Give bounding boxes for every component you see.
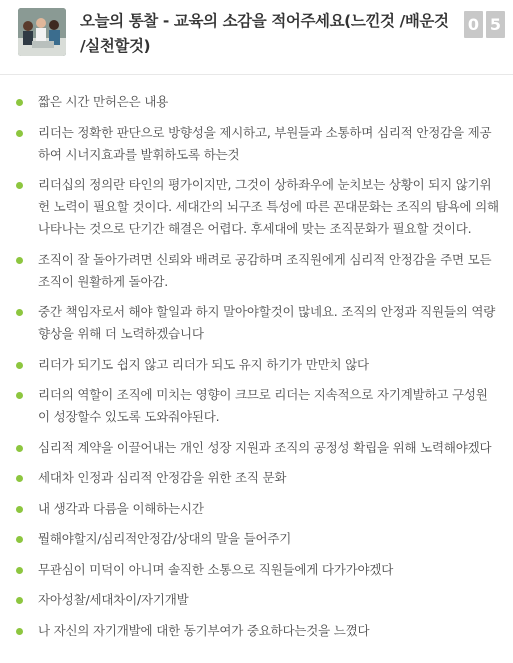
bullet-icon bbox=[16, 567, 23, 574]
item-text: 심리적 계약을 이끌어내는 개인 성장 지원과 조직의 공정성 확립을 위해 노력해야겠다 bbox=[38, 439, 492, 455]
item-text: 나 자신의 자기개발에 대한 동기부여가 중요하다는것을 느꼈다 bbox=[38, 622, 370, 638]
item-text: 리더의 역할이 조직에 미치는 영향이 크므로 리더는 지속적으로 자기계발하고 구성원이 성장할수 있도록 도와줘야된다. bbox=[38, 387, 488, 424]
list-item bbox=[0, 437, 513, 459]
bullet-icon bbox=[16, 257, 23, 264]
bullet-icon bbox=[16, 506, 23, 513]
list-item bbox=[0, 467, 513, 489]
page-title: 오늘의 통찰 - 교육의 소감을 적어주세요(느낀것 /배운것 /실천할것) bbox=[80, 12, 449, 55]
counter-digit: 5 bbox=[486, 11, 505, 38]
counter-digit: 0 bbox=[464, 11, 483, 38]
item-counter bbox=[464, 11, 505, 38]
item-text: 조직이 잘 돌아가려면 신뢰와 배려로 공감하며 조직원에게 심리적 안정감을 주면 모든조직이 원활하게 돌아감. bbox=[38, 251, 492, 289]
list-item bbox=[0, 249, 513, 293]
item-text: 리더십의 정의란 타인의 평가이지만, 그것이 상하좌우에 눈치보는 상황이 되지 않기위헌 노력이 필요할 것이다. 세대간의 뇌구조 특성에 따른 꼰대문화는 조직의 탐욕에 의해 나타나는 것으로 단기간 해결은 어렵다. 후세대에 맞는 조직문화가 필요할 것이다. bbox=[38, 177, 499, 236]
bullet-icon bbox=[16, 536, 23, 543]
bullet-icon bbox=[16, 362, 23, 369]
list-item bbox=[0, 620, 513, 642]
bullet-icon bbox=[16, 99, 23, 106]
list-item bbox=[0, 498, 513, 520]
bullet-icon bbox=[16, 628, 23, 635]
list-item bbox=[0, 301, 513, 345]
bullet-icon bbox=[16, 130, 23, 137]
item-text: 내 생각과 다름을 이해하는시간 bbox=[38, 500, 204, 516]
list-item bbox=[0, 589, 513, 611]
bullet-icon bbox=[16, 392, 23, 399]
list-item bbox=[0, 354, 513, 376]
item-text: 리더가 되기도 쉽지 않고 리더가 되도 유지 하기가 만만치 않다 bbox=[38, 356, 369, 372]
bullet-icon bbox=[16, 597, 23, 604]
item-text: 세대차 인정과 심리적 안정감을 위한 조직 문화 bbox=[38, 470, 287, 485]
header bbox=[0, 0, 513, 75]
list-item bbox=[0, 528, 513, 550]
bullet-icon bbox=[16, 309, 23, 316]
item-text: 자아성찰/세대차이/자기개발 bbox=[38, 592, 189, 607]
item-text: 중간 책임자로서 해야 할일과 하지 말아야할것이 많네요. 조직의 안정과 직원들의 역량향상을 위해 더 노력하겠습니다 bbox=[38, 304, 496, 341]
item-text: 짧은 시간 만허은은 내용 bbox=[38, 94, 169, 109]
item-text: 무관심이 미덕이 아니며 솔직한 소통으로 직원들에게 다가가야겠다 bbox=[38, 561, 394, 577]
item-text: 뭘해야할지/심리적안정감/상대의 말을 들어주기 bbox=[38, 531, 292, 546]
bullet-icon bbox=[16, 445, 23, 452]
list-item bbox=[0, 559, 513, 581]
item-text: 리더는 정확한 판단으로 방향성을 제시하고, 부원들과 소통하며 심리적 안정감을 제공하여 시너지효과를 발휘하도록 하는것 bbox=[38, 124, 492, 162]
list-item bbox=[0, 91, 513, 113]
thumbnail-image bbox=[18, 8, 66, 56]
bullet-icon bbox=[16, 182, 23, 189]
list-item bbox=[0, 174, 513, 240]
list-item bbox=[0, 122, 513, 166]
list-item bbox=[0, 384, 513, 428]
comment-list bbox=[0, 75, 513, 642]
bullet-icon bbox=[16, 475, 23, 482]
